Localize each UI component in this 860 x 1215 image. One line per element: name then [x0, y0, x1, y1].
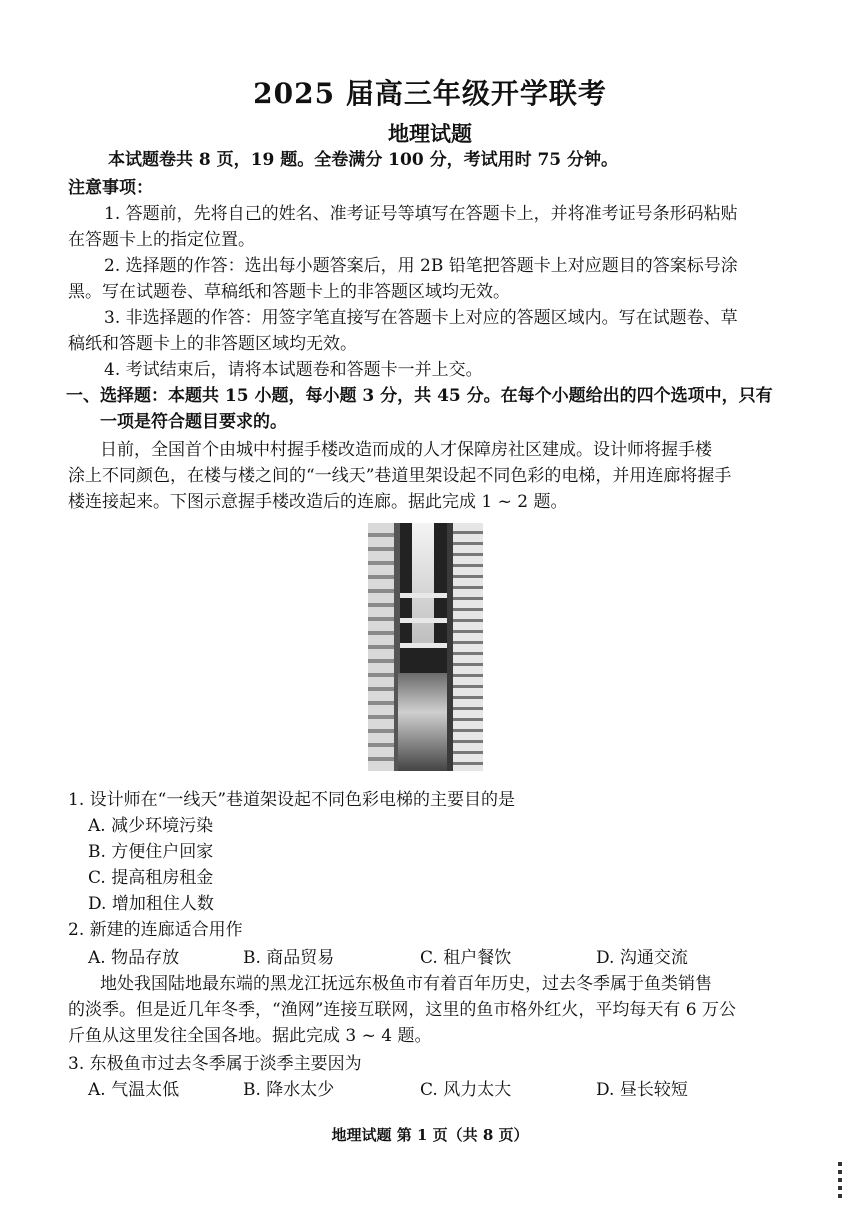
passage-2-line-1: 地处我国陆地最东端的黑龙江抚远东极鱼市有着百年历史，过去冬季属于鱼类销售: [100, 974, 712, 994]
question-2-option-c: C. 租户餐饮: [420, 948, 512, 968]
notice-item-1-line-2: 在答题卡上的指定位置。: [68, 230, 255, 250]
notice-item-1-line-1: 1. 答题前，先将自己的姓名、准考证号等填写在答题卡上，并将准考证号条形码粘贴: [104, 204, 738, 224]
question-2-option-a: A. 物品存放: [88, 948, 180, 968]
question-3-option-d: D. 昼长较短: [596, 1080, 688, 1100]
question-2-stem: 2. 新建的连廊适合用作: [68, 920, 243, 940]
notice-item-4-line-1: 4. 考试结束后，请将本试题卷和答题卡一并上交。: [104, 360, 483, 380]
page-footer: 地理试题 第 1 页（共 8 页）: [331, 1126, 529, 1144]
notice-item-3-line-1: 3. 非选择题的作答：用签字笔直接写在答题卡上对应的答题区域内。写在试题卷、草: [104, 308, 738, 328]
exam-title: 2025 届高三年级开学联考: [253, 77, 607, 110]
exam-subtitle: 地理试题: [388, 121, 472, 146]
margin-dotted-line: [838, 1162, 842, 1202]
passage-1-line-3: 楼连接起来。下图示意握手楼改造后的连廊。据此完成 1 ~ 2 题。: [68, 492, 568, 512]
passage-2-line-2: 的淡季。但是近几年冬季，“渔网”连接互联网，这里的鱼市格外红火，平均每天有 6 万公: [68, 1000, 737, 1020]
exam-meta: 本试题卷共 8 页，19 题。全卷满分 100 分，考试用时 75 分钟。: [108, 150, 619, 170]
question-1-stem: 1. 设计师在“一线天”巷道架设起不同色彩电梯的主要目的是: [68, 790, 516, 810]
notice-heading: 注意事项：: [68, 178, 153, 198]
passage-1-line-2: 涂上不同颜色，在楼与楼之间的“一线天”巷道里架设起不同色彩的电梯，并用连廊将握手: [68, 466, 732, 486]
section-1-heading-line-2: 一项是符合题目要求的。: [100, 412, 287, 432]
section-1-heading-line-1: 一、选择题：本题共 15 小题，每小题 3 分，共 45 分。在每个小题给出的四个选项中，只有: [66, 386, 773, 406]
question-3-option-b: B. 降水太少: [243, 1080, 335, 1100]
passage-1-line-1: 日前，全国首个由城中村握手楼改造而成的人才保障房社区建成。设计师将握手楼: [100, 440, 712, 460]
corridor-photo: [368, 523, 483, 771]
passage-2-line-3: 斤鱼从这里发往全国各地。据此完成 3 ~ 4 题。: [68, 1026, 432, 1046]
question-3-stem: 3. 东极鱼市过去冬季属于淡季主要因为: [68, 1054, 362, 1074]
question-2-option-b: B. 商品贸易: [243, 948, 335, 968]
notice-item-3-line-2: 稿纸和答题卡上的非答题区域均无效。: [68, 334, 357, 354]
question-2-option-d: D. 沟通交流: [596, 948, 688, 968]
question-1-option-b: B. 方便住户回家: [88, 842, 214, 862]
question-3-option-a: A. 气温太低: [88, 1080, 180, 1100]
notice-item-2-line-2: 黑。写在试题卷、草稿纸和答题卡上的非答题区域均无效。: [68, 282, 510, 302]
question-1-option-d: D. 增加租住人数: [88, 894, 214, 914]
question-1-option-c: C. 提高租房租金: [88, 868, 214, 888]
question-3-option-c: C. 风力太大: [420, 1080, 512, 1100]
question-1-option-a: A. 减少环境污染: [88, 816, 214, 836]
notice-item-2-line-1: 2. 选择题的作答：选出每小题答案后，用 2B 铅笔把答题卡上对应题目的答案标号涂: [104, 256, 738, 276]
